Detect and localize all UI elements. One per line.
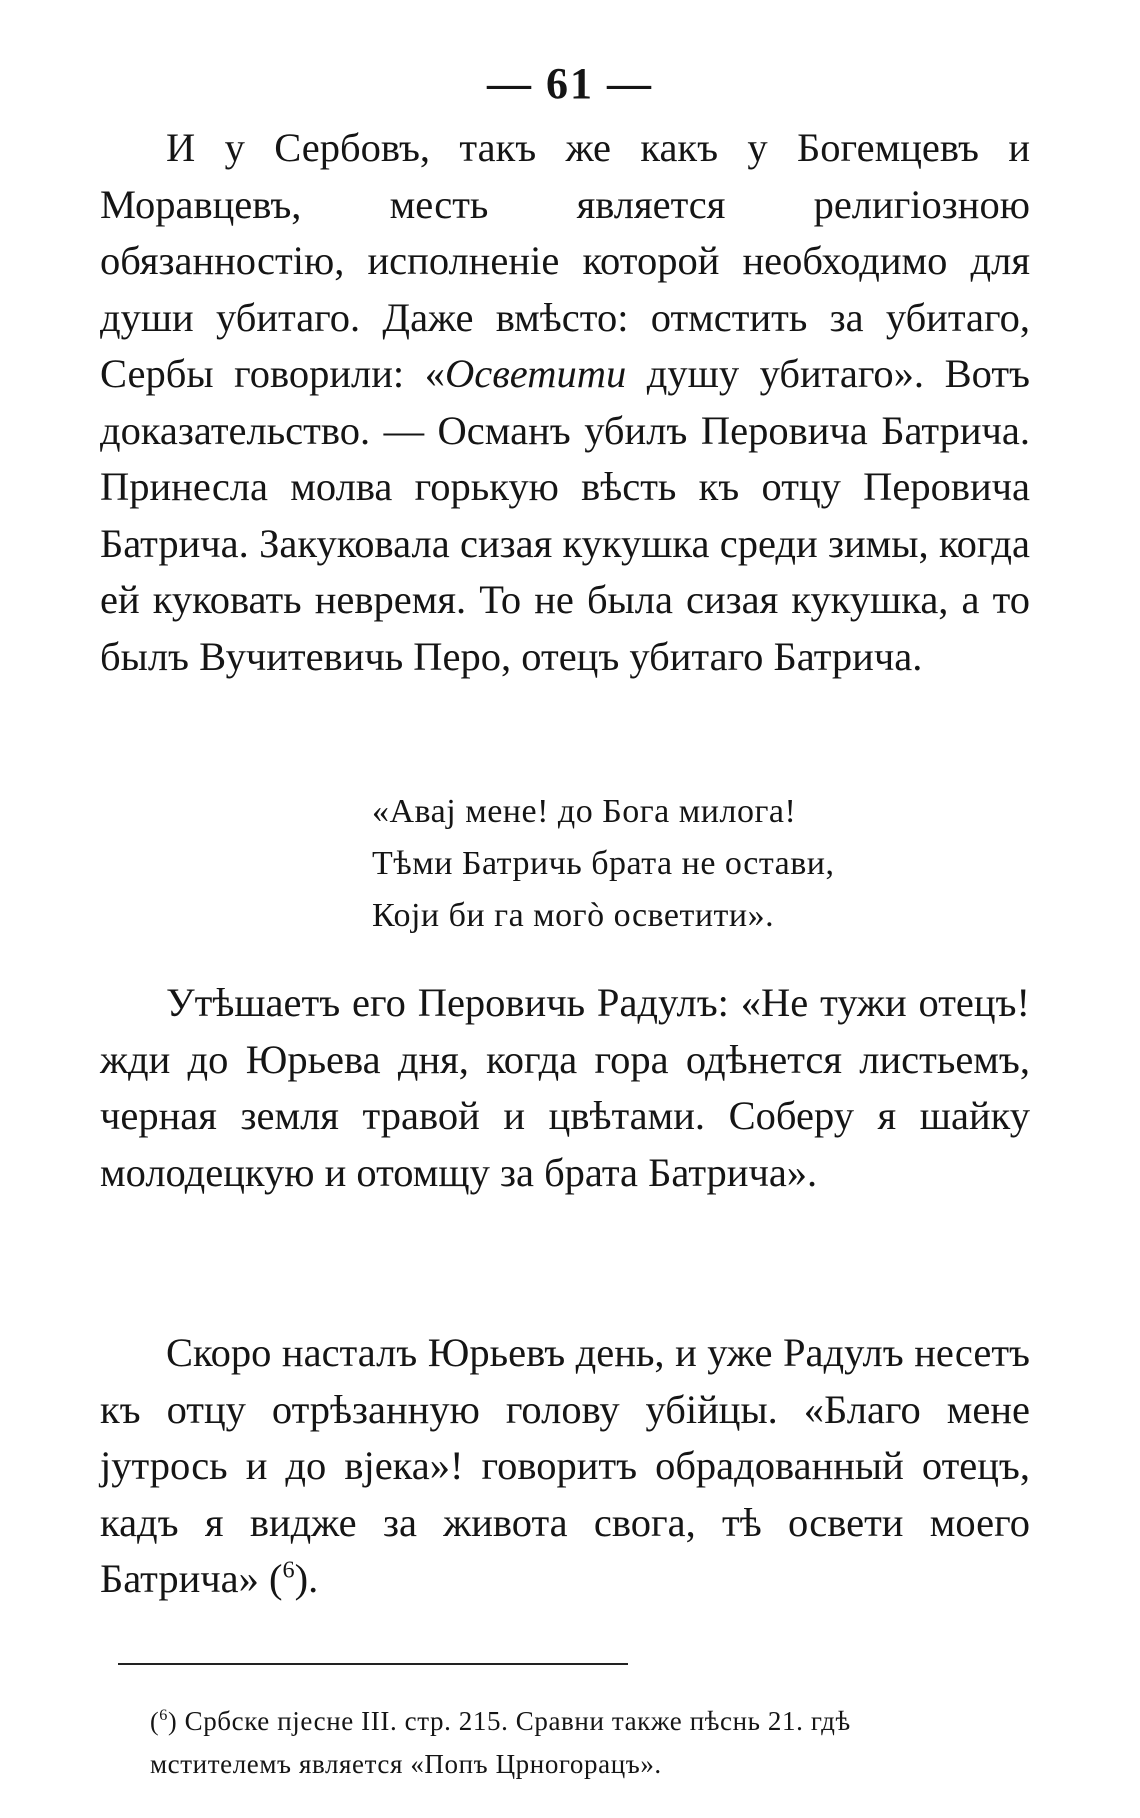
footnote-divider xyxy=(118,1663,628,1665)
paragraph-1-text-a: И у Сербовъ, такъ же какъ у Богемцевъ и Моравцевъ, месть является религіозною обязанностію, исполненіе которой необходимо для души убитаго. Даже вмѣсто: отмстить за убитаго, Сербы говорили: « xyxy=(100,125,1030,396)
paragraph-1 xyxy=(100,120,1030,685)
page-number: — 61 — xyxy=(487,59,653,108)
verse-quote xyxy=(372,786,834,942)
footnote-marker-close: ) xyxy=(167,1707,178,1736)
verse-line-3: Који би га могò осветити». xyxy=(372,897,775,934)
verse-line-2: Тѣми Батричь брата не остави, xyxy=(372,845,835,882)
footnote-marker-open: ( xyxy=(150,1707,160,1736)
footnote-reference: 6 xyxy=(282,1556,295,1584)
footnote xyxy=(150,1700,1030,1785)
footnote-marker-number: 6 xyxy=(159,1706,168,1724)
paragraph-3-closing: ). xyxy=(294,1556,319,1601)
paragraph-1-text-b: душу убитаго». Вотъ доказательство. — Османъ убилъ Перовича Батрича. Принесла молва горькую вѣсть къ отцу Перовича Батрича. Закуковала сизая кукушка среди зимы, когда ей куковать невремя. То не была сизая кукушка, а то былъ Вучитевичь Перо, отецъ убитаго Батрича. xyxy=(100,351,1030,679)
footnote-text-1: Србске пјесне III. стр. 215. Сравни также пѣснь 21. гдѣ xyxy=(184,1706,851,1736)
paragraph-1-italic-word: Осветити xyxy=(444,351,627,396)
paragraph-3 xyxy=(100,1325,1030,1608)
footnote-line-2: мстителемъ является «Попъ Црногорацъ». xyxy=(150,1749,662,1779)
footnote-line-1 xyxy=(150,1700,1030,1743)
paragraph-2: Утѣшаетъ его Перовичь Радулъ: «Не тужи отецъ! жди до Юрьева дня, когда гора одѣнется листьемъ, черная земля травой и цвѣтами. Соберу я шайку молодецкую и отомщу за брата Батрича». xyxy=(100,980,1030,1195)
paragraph-3-text: Скоро насталъ Юрьевъ день, и уже Радулъ несетъ къ отцу отрѣзанную голову убійцы. «Благо мене јутрось и до вјека»! говоритъ обрадованный отецъ, кадъ я видже за живота свога, тѣ освети моего Батрича» ( xyxy=(100,1330,1030,1601)
verse-line-1: «Авај мене! до Бога милога! xyxy=(372,793,797,830)
